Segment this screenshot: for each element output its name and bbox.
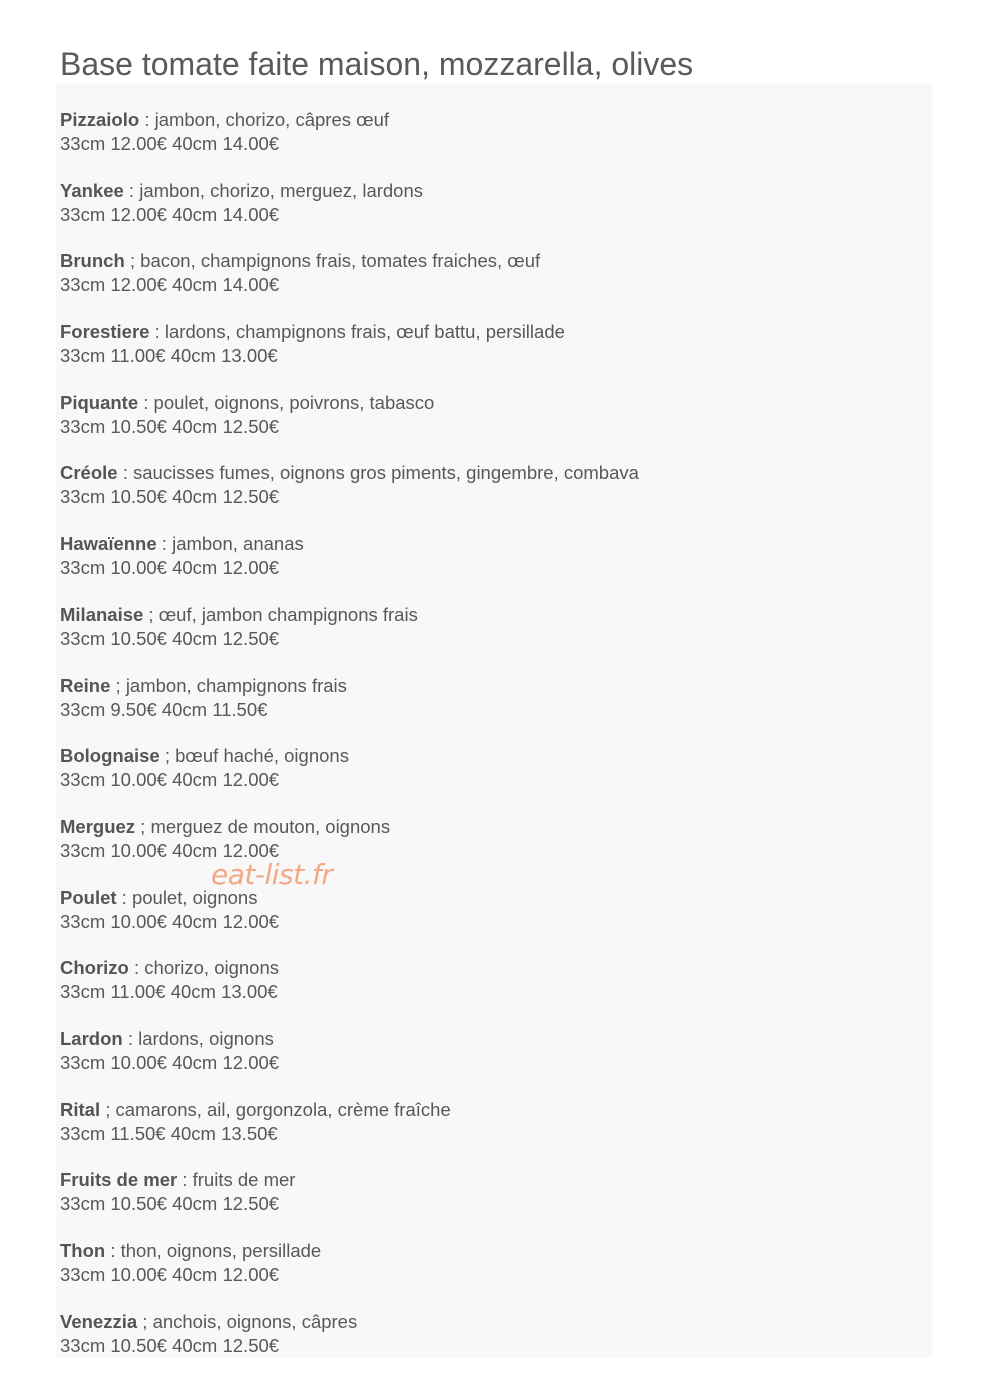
item-separator: : [139,109,155,130]
item-description [60,744,920,768]
item-prices: 33cm 10.00€ 40cm 12.00€ [60,1264,280,1285]
item-name: Yankee [60,179,124,201]
item-ingredients: jambon, chorizo, câpres œuf [154,109,390,130]
item-description [60,603,920,627]
item-description [60,532,920,556]
item-name: Forestiere [60,321,150,343]
menu-item [60,461,920,532]
item-prices: 33cm 12.00€ 40cm 14.00€ [60,274,280,296]
menu-item [60,249,920,320]
item-separator: : [138,391,154,413]
item-name: Merguez [60,815,136,837]
item-prices: 33cm 12.00€ 40cm 14.00€ [60,203,280,225]
item-separator: : [117,462,133,484]
menu-item [60,886,920,957]
menu-item [60,532,920,603]
item-description [60,1239,920,1263]
item-name: Rital [60,1098,101,1120]
item-name: Chorizo [60,957,129,979]
menu-item [60,1168,920,1239]
page-title: Base tomate faite maison, mozzarella, olives [60,46,694,82]
item-ingredients: poulet, oignons [131,886,258,908]
item-description [60,815,920,839]
item-name: Venezzia [60,1310,138,1332]
menu-item [60,1310,920,1381]
item-ingredients: lardons, oignons [138,1027,274,1049]
item-description [60,249,920,273]
item-description [60,179,920,203]
item-prices: 33cm 10.50€ 40cm 12.50€ [60,486,280,508]
watermark-text: eat-list.fr [211,858,333,891]
item-prices: 33cm 10.00€ 40cm 12.00€ [60,910,280,932]
item-prices: 33cm 11.00€ 40cm 13.00€ [60,981,278,1003]
item-prices: 33cm 10.00€ 40cm 12.00€ [60,557,280,579]
item-prices: 33cm 10.50€ 40cm 12.50€ [60,1334,280,1356]
item-ingredients: thon, oignons, persillade [120,1240,322,1261]
item-prices: 33cm 10.00€ 40cm 12.00€ [60,1051,280,1073]
menu-item [60,1098,920,1169]
item-description [60,1027,920,1051]
item-ingredients: poulet, oignons, poivrons, tabasco [153,391,435,413]
menu-item [60,744,920,815]
item-description [60,956,920,980]
item-separator: : [156,533,173,555]
item-prices: 33cm 10.50€ 40cm 12.50€ [60,627,280,649]
item-name: Brunch [60,250,125,272]
menu-item [60,1239,920,1310]
item-ingredients: bacon, champignons frais, tomates fraiches, œuf [140,250,541,272]
item-ingredients: camarons, ail, gorgonzola, crème fraîche [115,1098,451,1120]
item-separator: ; [110,674,126,696]
item-separator: ; [100,1098,116,1120]
item-ingredients: bœuf haché, oignons [175,745,349,767]
item-separator: : [177,1169,193,1191]
menu-item [60,674,920,745]
item-name: Thon [60,1240,106,1261]
item-prices: 33cm 10.00€ 40cm 12.00€ [60,769,280,791]
menu-item [60,391,920,462]
item-separator: ; [135,815,151,837]
item-ingredients: jambon, chorizo, merguez, lardons [139,179,424,201]
menu-item [60,108,920,179]
menu-item [60,956,920,1027]
item-separator: : [149,321,165,343]
item-name: Piquante [60,391,139,413]
item-name: Lardon [60,1027,123,1049]
item-description [60,391,920,415]
item-prices: 33cm 12.00€ 40cm 14.00€ [60,133,280,154]
item-description [60,320,920,344]
menu-item [60,179,920,250]
item-ingredients: chorizo, oignons [144,957,280,979]
item-separator: : [105,1240,121,1261]
item-separator: ; [124,250,141,272]
item-name: Poulet [60,886,117,908]
item-description [60,886,920,910]
item-ingredients: fruits de mer [192,1169,296,1191]
menu-item [60,320,920,391]
item-prices: 33cm 11.00€ 40cm 13.00€ [60,345,278,367]
item-name: Pizzaiolo [60,109,140,130]
item-name: Hawaïenne [60,533,157,555]
item-ingredients: jambon, ananas [172,533,304,555]
menu-item [60,603,920,674]
item-separator: : [123,179,140,201]
item-ingredients: merguez de mouton, oignons [150,815,391,837]
item-ingredients: saucisses fumes, oignons gros piments, gingembre, combava [133,462,639,484]
item-description [60,1168,920,1192]
item-separator: : [122,1027,139,1049]
menu-item [60,815,920,886]
item-prices: 33cm 10.50€ 40cm 12.50€ [60,1193,280,1215]
item-name: Créole [60,462,118,484]
pizza-menu-list [60,108,920,1380]
item-separator: : [116,886,132,908]
item-description [60,1310,920,1334]
item-name: Reine [60,674,111,696]
item-name: Bolognaise [60,745,160,767]
item-ingredients: lardons, champignons frais, œuf battu, persillade [164,321,565,343]
item-prices: 33cm 11.50€ 40cm 13.50€ [60,1122,278,1144]
item-prices: 33cm 10.50€ 40cm 12.50€ [60,415,280,437]
item-prices: 33cm 10.00€ 40cm 12.00€ [60,839,280,861]
item-ingredients: anchois, oignons, câpres [152,1310,358,1332]
item-description [60,674,920,698]
item-description [60,108,920,132]
item-separator: ; [143,603,159,625]
item-ingredients: œuf, jambon champignons frais [158,603,418,625]
item-name: Fruits de mer [60,1169,178,1191]
item-separator: : [128,957,145,979]
item-name: Milanaise [60,603,144,625]
item-separator: ; [159,745,176,767]
item-description [60,1098,920,1122]
item-prices: 33cm 9.50€ 40cm 11.50€ [60,698,268,720]
menu-item [60,1027,920,1098]
item-separator: ; [137,1310,153,1332]
item-description [60,461,920,485]
item-ingredients: jambon, champignons frais [125,674,347,696]
